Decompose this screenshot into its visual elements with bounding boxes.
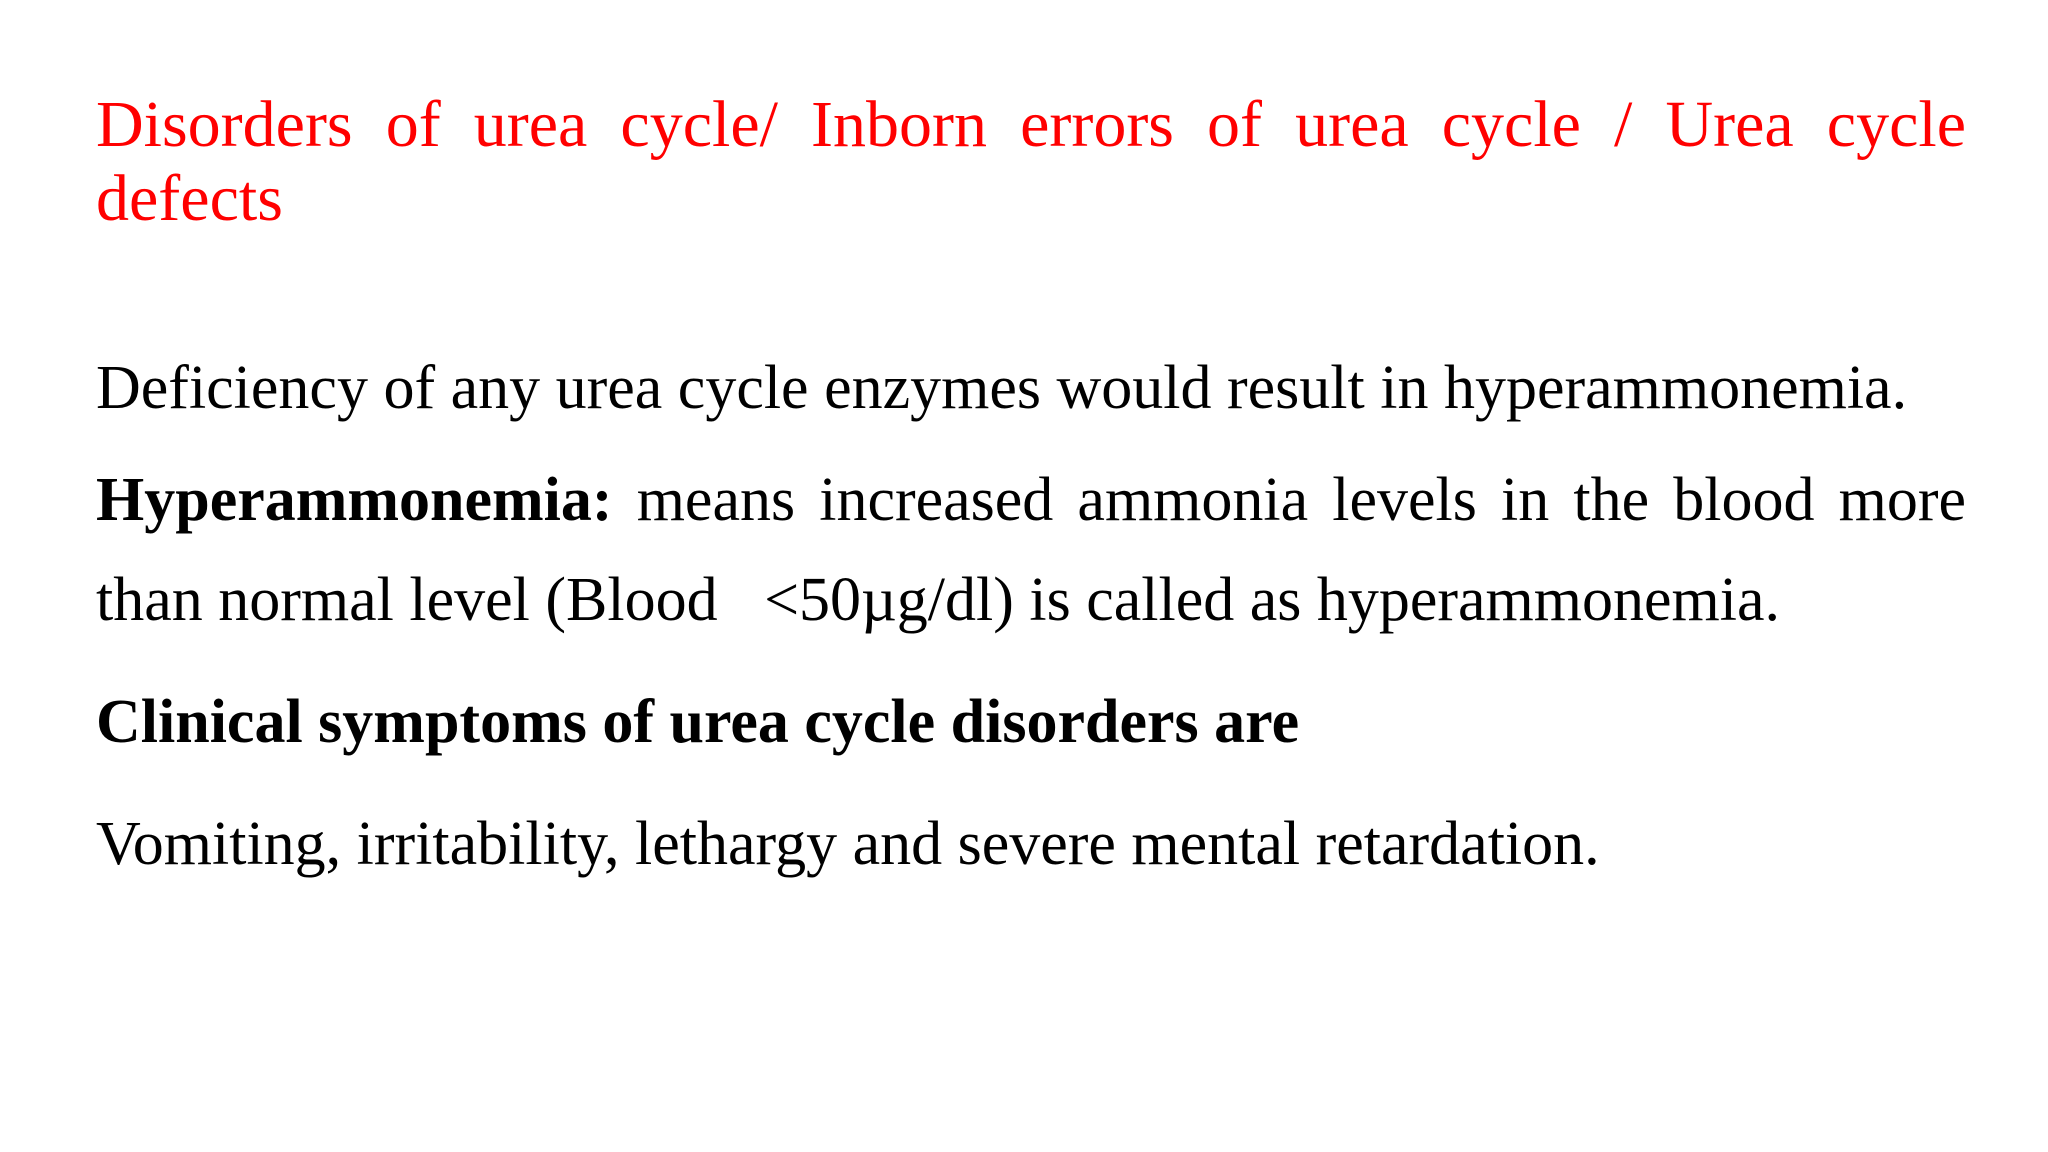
clinical-symptoms-heading-text: Clinical symptoms of urea cycle disorders are: [96, 688, 1300, 756]
paragraph-hyperammonemia-definition: [96, 450, 1966, 650]
paragraph-symptoms: Vomiting, irritability, lethargy and severe mental retardation.: [96, 810, 1600, 878]
term-hyperammonemia: Hyperammonemia:: [96, 466, 613, 534]
clinical-symptoms-heading: [96, 672, 1966, 772]
paragraph-deficiency: Deficiency of any urea cycle enzymes would result in hyperammonemia.: [96, 354, 1908, 422]
slide-title: Disorders of urea cycle/ Inborn errors of urea cycle / Urea cycle defects: [96, 88, 1966, 235]
slide-body: [96, 338, 1966, 894]
definition-text: means increased ammonia levels in the blood more than normal level (Blood <50µg/dl) is called as hyperammonemia.: [96, 466, 1966, 634]
